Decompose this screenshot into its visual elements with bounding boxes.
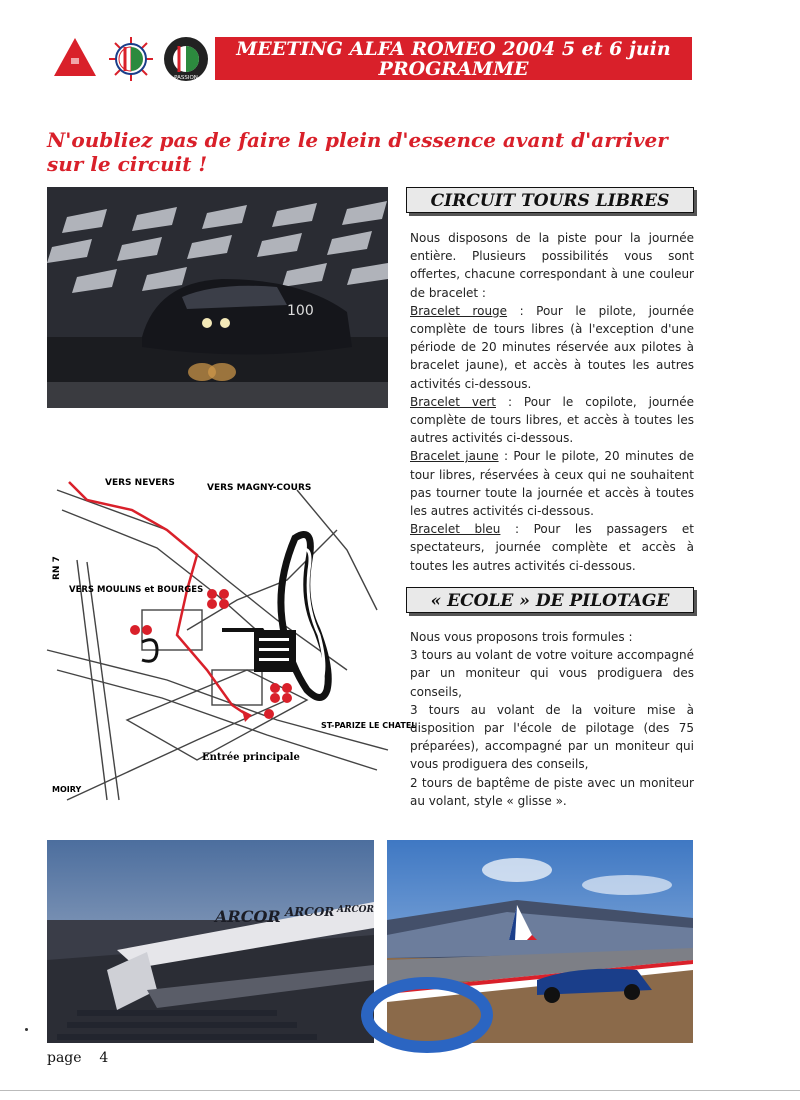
passion-badge-text: PASSION (174, 75, 198, 81)
header-title-line2: PROGRAMME (378, 58, 529, 80)
circuit-libres-title: CIRCUIT TOURS LIBRES (406, 187, 694, 213)
ecole-pilotage-text (410, 628, 694, 810)
header-title-line1: MEETING ALFA ROMEO 2004 5 et 6 juin (236, 38, 671, 60)
bracelet-label: Bracelet rouge (410, 303, 508, 318)
circuit-access-map (47, 470, 417, 815)
bracelet-item (410, 447, 694, 520)
map-label-moulins: VERS MOULINS et BOURGES (69, 585, 204, 595)
passion-club-logo (163, 36, 209, 82)
bracelet-label: Bracelet jaune (410, 449, 499, 464)
racing-car-photo (47, 187, 388, 408)
page-number: 4 (99, 1050, 109, 1066)
scan-mark (25, 1028, 28, 1031)
circuit-bridge-photo (47, 840, 374, 1043)
bracelet-text: : Pour le copilote, journée complète de tours libres, et accès à toutes les autres activités ci-dessous. (410, 394, 695, 446)
car-number: 100 (287, 303, 314, 319)
bracelet-item (410, 302, 694, 393)
bracelet-text: : Pour le pilote, 20 minutes de tour libres, réservées à ceux qui ne souhaitent pas tourner toute la journée et accès à toutes les autres activités ci-dessous. (410, 449, 694, 519)
bridge-sign-2: ARCOR (285, 905, 335, 919)
ecole-formule: 2 tours de baptême de piste avec un moniteur au volant, style « glisse ». (410, 775, 694, 808)
alfa-romeo-logo (108, 36, 154, 82)
bridge-sign-3: ARCOR (337, 905, 374, 915)
bracelet-label: Bracelet vert (410, 394, 496, 409)
ecole-formule: 3 tours au volant de votre voiture accompagné par un moniteur qui vous prodiguera des conseils, (410, 648, 694, 699)
bracelet-item (410, 520, 694, 575)
circuit-libres-text (410, 229, 694, 575)
bracelet-text: : Pour les passagers et spectateurs, journée complète et accès à toutes les autres activités ci-dessous. (410, 522, 694, 573)
map-label-magny: VERS MAGNY-COURS (207, 483, 312, 493)
page-footer (47, 1050, 108, 1066)
map-label-moiry: MOIRY (52, 785, 82, 794)
ecole-formule: 3 tours au volant de la voiture mise à disposition par l'école de pilotage (des 75 préparées), accompagné par un moniteur qui vous prodiguera des conseils, (410, 702, 694, 772)
club-triangle-logo (52, 36, 98, 78)
bracelet-item (410, 393, 694, 448)
bracelet-text: : Pour le pilote, journée complète de tours libres (à l'exception d'une période de 20 minutes réservée aux pilotes à bracelet jaune), et accès à toutes les autres activités ci-dessous. (410, 303, 694, 391)
footer-divider (0, 1090, 800, 1091)
map-label-rn7: RN 7 (52, 556, 62, 580)
page-label: page (47, 1050, 82, 1066)
header-banner (215, 37, 692, 80)
map-label-nevers: VERS NEVERS (105, 478, 175, 488)
bridge-sign-1: ARCOR (215, 907, 281, 926)
ecole-intro: Nous vous proposons trois formules : (410, 630, 633, 644)
bracelet-label: Bracelet bleu (410, 522, 501, 537)
circuit-libres-intro: Nous disposons de la piste pour la journée entière. Plusieurs possibilités vous sont offertes, chacune correspondant à une couleur de bracelet : (410, 231, 694, 300)
map-label-entree: Entrée principale (202, 752, 300, 763)
map-label-stparize: ST-PARIZE LE CHATEL (321, 721, 417, 730)
fuel-reminder: N'oubliez pas de faire le plein d'essence avant d'arriver sur le circuit ! (47, 128, 668, 176)
grandstand-photo (387, 840, 693, 1043)
ecole-pilotage-title: « ECOLE » DE PILOTAGE (406, 587, 694, 613)
